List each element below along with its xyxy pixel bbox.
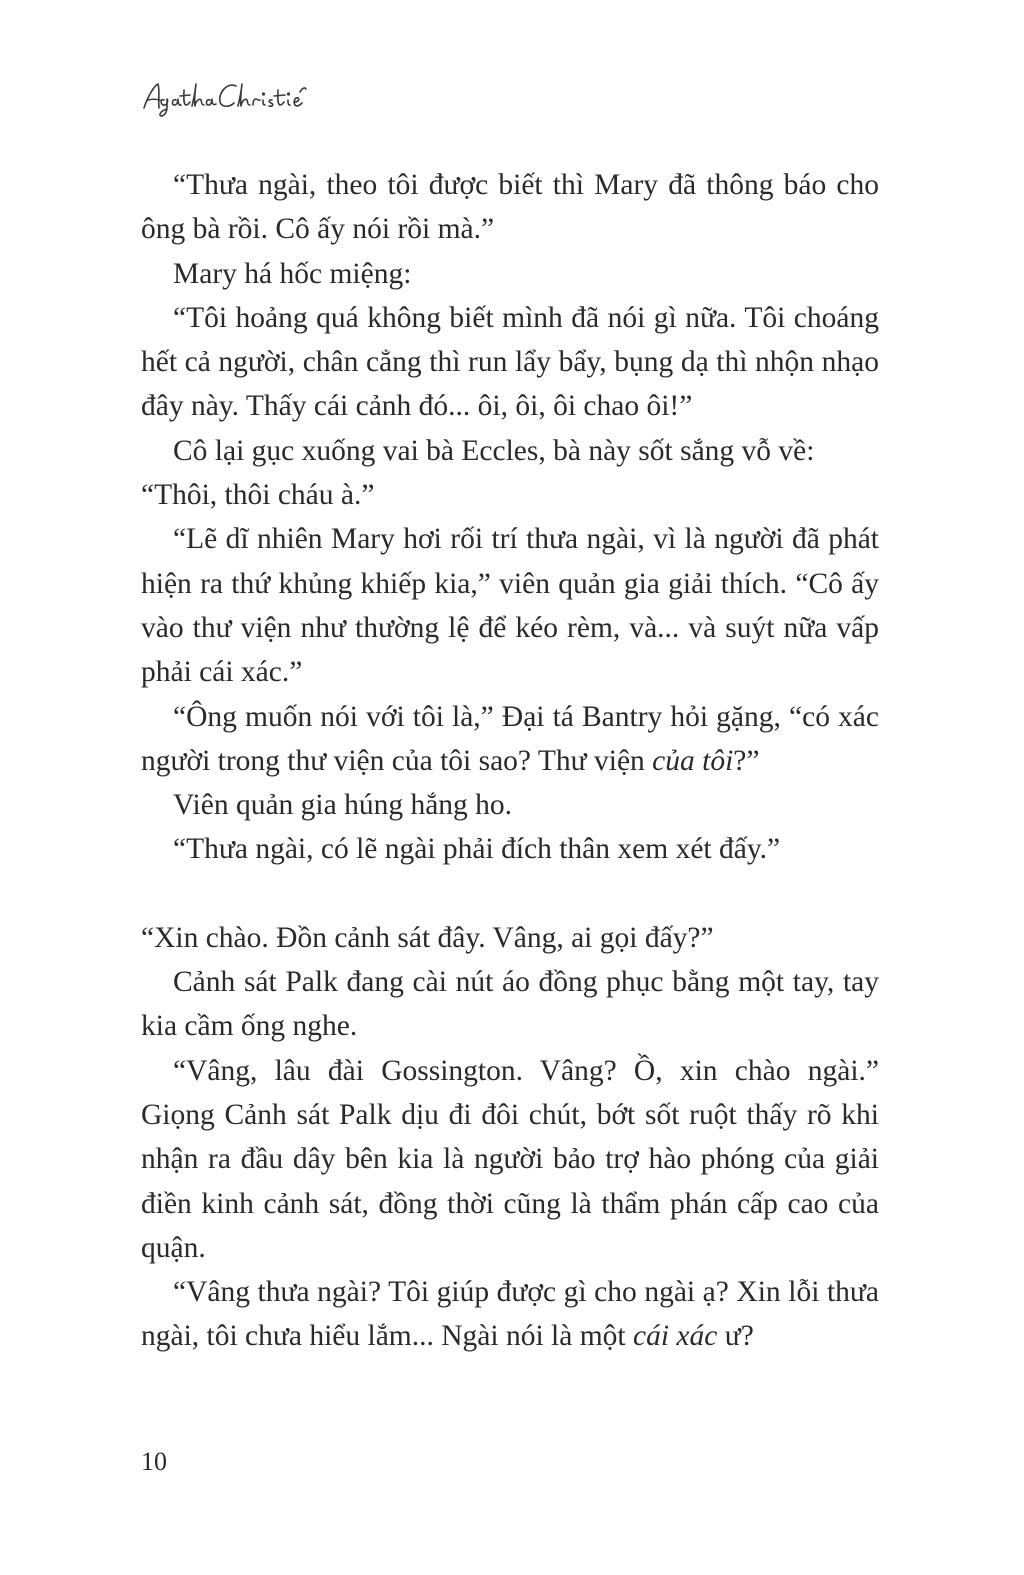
paragraph: “Thưa ngài, theo tôi được biết thì Mary đã thông báo cho ông bà rồi. Cô ấy nói rồi mà.” xyxy=(141,169,879,246)
paragraph-text: ư? xyxy=(717,1320,754,1353)
paragraph xyxy=(141,695,879,784)
paragraph: Cảnh sát Palk đang cài nút áo đồng phục bằng một tay, tay kia cầm ống nghe. xyxy=(141,966,879,1043)
paragraph: “Vâng, lâu đài Gossington. Vâng? Ồ, xin chào ngài.” Giọng Cảnh sát Palk dịu đi đôi chút, bớt sốt ruột thấy rõ khi nhận ra đầu dây bên kia là người bảo trợ hào phóng của giải điền kinh cảnh sát, đồng thời cũng là thẩm phán cấp cao của quận. xyxy=(141,1054,879,1264)
paragraph: Mary há hốc miệng: xyxy=(173,257,412,290)
italic-emphasis: của tôi xyxy=(652,744,734,777)
paragraph xyxy=(141,1270,879,1359)
paragraph: “Lẽ dĩ nhiên Mary hơi rối trí thưa ngài, vì là người đã phát hiện ra thứ khủng khiếp kia,” viên quản gia giải thích. “Cô ấy vào thư viện như thường lệ để kéo rèm, và... và suýt nữa vấp phải cái xác.” xyxy=(141,523,879,689)
italic-emphasis: cái xác xyxy=(632,1320,718,1353)
book-text-body xyxy=(141,163,879,1359)
paragraph: “Thôi, thôi cháu à.” xyxy=(141,479,375,512)
paragraph-text: ?” xyxy=(733,744,760,777)
paragraph-text: “Vâng thưa ngài? Tôi giúp được gì cho ngài ạ? Xin lỗi thưa ngài, tôi chưa hiểu lắm... Ngài nói là một xyxy=(141,1276,879,1353)
paragraph: “Thưa ngài, có lẽ ngài phải đích thân xem xét đấy.” xyxy=(173,833,781,866)
paragraph: Viên quản gia húng hắng ho. xyxy=(173,789,513,822)
paragraph-scene-start: “Xin chào. Đồn cảnh sát đây. Vâng, ai gọi đấy?” xyxy=(141,921,714,954)
author-signature-logo xyxy=(140,78,315,118)
paragraph-text: “Ông muốn nói với tôi là,” Đại tá Bantry hỏi gặng, “có xác người trong thư viện của tôi sao? Thư viện xyxy=(141,700,879,777)
paragraph: “Tôi hoảng quá không biết mình đã nói gì nữa. Tôi choáng hết cả người, chân cẳng thì run lẩy bẩy, bụng dạ thì nhộn nhạo đây này. Thấy cái cảnh đó... ôi, ôi, ôi chao ôi!” xyxy=(141,301,879,423)
paragraph: Cô lại gục xuống vai bà Eccles, bà này sốt sắng vỗ về: xyxy=(173,434,815,467)
page-number: 10 xyxy=(141,1447,167,1476)
